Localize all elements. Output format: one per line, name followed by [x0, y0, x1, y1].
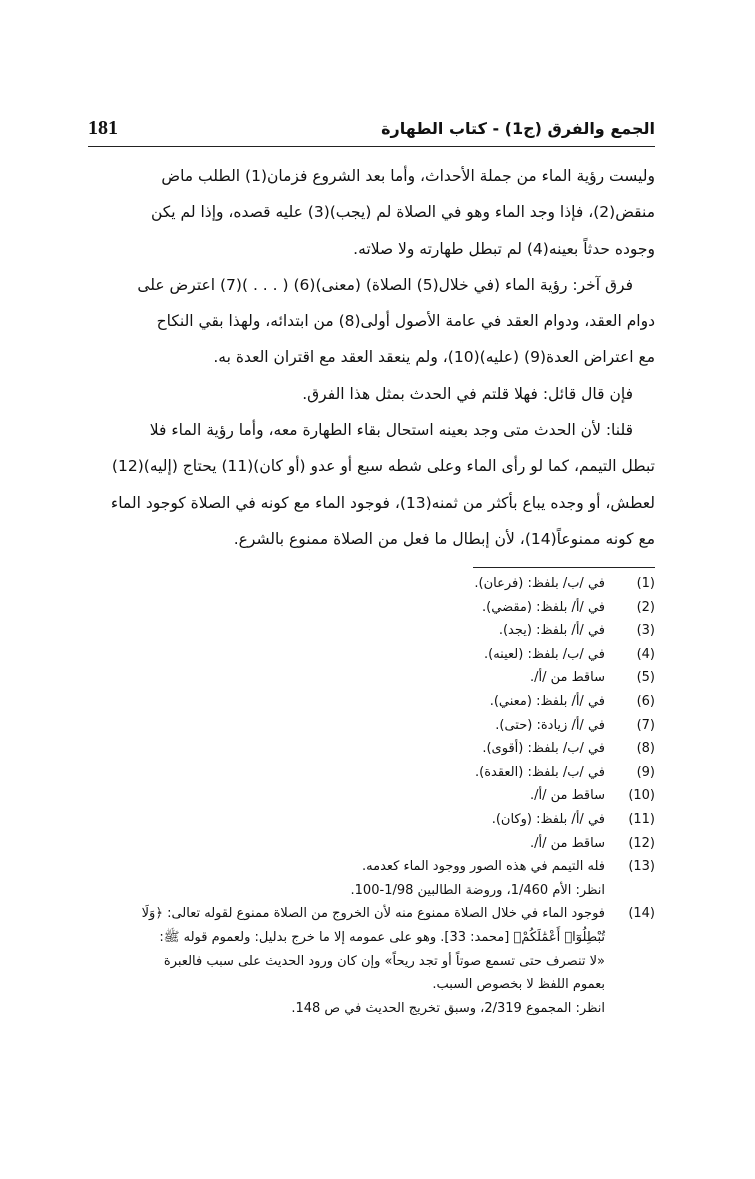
- footnote-text: في /أ/ بلفظ: (وكان).: [491, 811, 605, 827]
- footnote-text: في /أ/ بلفظ: (يجد).: [498, 623, 605, 639]
- footnote-item: [92, 596, 655, 620]
- header-rule: [88, 146, 655, 147]
- footnote-number: (10): [628, 788, 655, 804]
- footnote-text: في /ب/ بلفظ: (أقوى).: [482, 741, 605, 757]
- footnote-separator: [473, 567, 655, 568]
- body-line: قلنا: لأن الحدث متى وجد بعينه استحال بقاء الطهارة معه، وأما رؤية الماء فلا: [149, 421, 633, 440]
- footnote-item: [92, 666, 655, 690]
- footnote-text: في /أ/ زيادة: (حتى).: [495, 717, 605, 733]
- footnote-number: (8): [636, 741, 655, 757]
- footnote-item: [92, 619, 655, 643]
- footnote-number: (12): [628, 835, 655, 851]
- footnote-number: (3): [636, 623, 655, 639]
- footnotes: [92, 572, 655, 1020]
- body-line: منقض(2)، فإذا وجد الماء وهو في الصلاة لم (يجب)(3) عليه قصده، وإذا لم يكن: [150, 203, 655, 222]
- footnote-number: (9): [636, 764, 655, 780]
- footnote-item: [92, 690, 655, 714]
- body-line: مع كونه ممنوعاً(14)، لأن إبطال ما فعل من الصلاة ممنوع بالشرع.: [233, 529, 655, 548]
- footnote-text: فوجود الماء في خلال الصلاة ممنوع منه لأن الخروج من الصلاة ممنوع لقوله تعالى: ﴿وَلَا: [141, 906, 605, 922]
- footnote-item: [92, 737, 655, 761]
- body-line: فإن قال قائل: فهلا قلتم في الحدث بمثل هذا الفرق.: [302, 384, 633, 403]
- footnote-number: (13): [628, 859, 655, 875]
- footnote-item: [92, 714, 655, 738]
- footnote-number: (4): [636, 646, 655, 662]
- footnote-text: في /ب/ بلفظ: (لعينه).: [484, 646, 605, 662]
- body-text: [92, 158, 655, 557]
- footnote-number: (11): [628, 811, 655, 827]
- footnote-item: [92, 784, 655, 808]
- body-line: فرق آخر: رؤية الماء (في خلال(5) الصلاة) (معنى)(6) ( . . . )(7) اعترض على: [137, 275, 633, 294]
- footnote-text: ساقط من /أ/.: [529, 670, 605, 686]
- footnote-text: تُبْطِلُوٓا۟ أَعْمَٰلَكُمْ﴾ [محمد: 33]. وهو على عمومه إلا ما خرج بدليل: ولعموم قوله ﷺ:: [159, 929, 605, 945]
- body-line: مع اعتراض العدة(9) (عليه)(10)، ولم ينعقد العقد مع اقتران العدة به.: [213, 348, 655, 367]
- running-title: الجمع والفرق (ج1) - كتاب الطهارة: [381, 118, 655, 138]
- footnote-item: [92, 808, 655, 832]
- footnote-text: في /ب/ بلفظ: (فرعان).: [474, 576, 605, 591]
- footnote-item: [92, 832, 655, 856]
- footnote-text: في /أ/ بلفظ: (معني).: [489, 693, 605, 709]
- footnote-number: (6): [636, 693, 655, 709]
- footnote-text: انظر: المجموع 2/319، وسبق تخريج الحديث في ص 148.: [291, 1000, 605, 1016]
- body-line: وجوده حدثاً بعينه(4) لم تبطل طهارته ولا صلاته.: [353, 239, 655, 258]
- footnote-text: فله التيمم في هذه الصور ووجود الماء كعدمه.: [362, 859, 605, 875]
- footnote-text: بعموم اللفظ لا بخصوص السبب.: [432, 977, 605, 993]
- footnote-text: انظر: الأم 1/460، وروضة الطالبين 1/98-100.: [350, 882, 605, 898]
- footnote-number: (7): [636, 717, 655, 733]
- footnote-number: (14): [628, 906, 655, 922]
- footnote-item: [92, 902, 655, 1020]
- footnote-text: ساقط من /أ/.: [529, 835, 605, 851]
- footnote-item: [92, 855, 655, 902]
- footnote-text: ساقط من /أ/.: [529, 788, 605, 804]
- body-line: تبطل التيمم، كما لو رأى الماء وعلى شطه سبع أو عدو (أو كان)(11) يحتاج (إليه)(12): [111, 457, 655, 476]
- footnote-number: (1): [636, 576, 655, 591]
- footnote-text: في /ب/ بلفظ: (العقدة).: [475, 764, 605, 780]
- footnote-text: «لا تنصرف حتى تسمع صوتاً أو تجد ريحاً» وإن كان ورود الحديث على سبب فالعبرة: [163, 953, 605, 969]
- footnote-number: (2): [636, 599, 655, 615]
- footnote-text: في /أ/ بلفظ: (مقضي).: [482, 599, 605, 615]
- footnote-item: [92, 572, 655, 596]
- footnote-item: [92, 761, 655, 785]
- body-line: لعطش، أو وجده يباع بأكثر من ثمنه(13)، فوجود الماء مع كونه في الصلاة كوجود الماء: [110, 493, 655, 512]
- footnote-number: (5): [636, 670, 655, 686]
- body-line: دوام العقد، ودوام العقد في عامة الأصول أولى(8) من ابتدائه، ولهذا بقي النكاح: [156, 312, 655, 331]
- footnote-item: [92, 643, 655, 667]
- page-number: 181: [88, 116, 118, 139]
- page-header: [88, 112, 655, 144]
- body-line: وليست رؤية الماء من جملة الأحداث، وأما بعد الشروع فزمان(1) الطلب ماض: [161, 167, 655, 185]
